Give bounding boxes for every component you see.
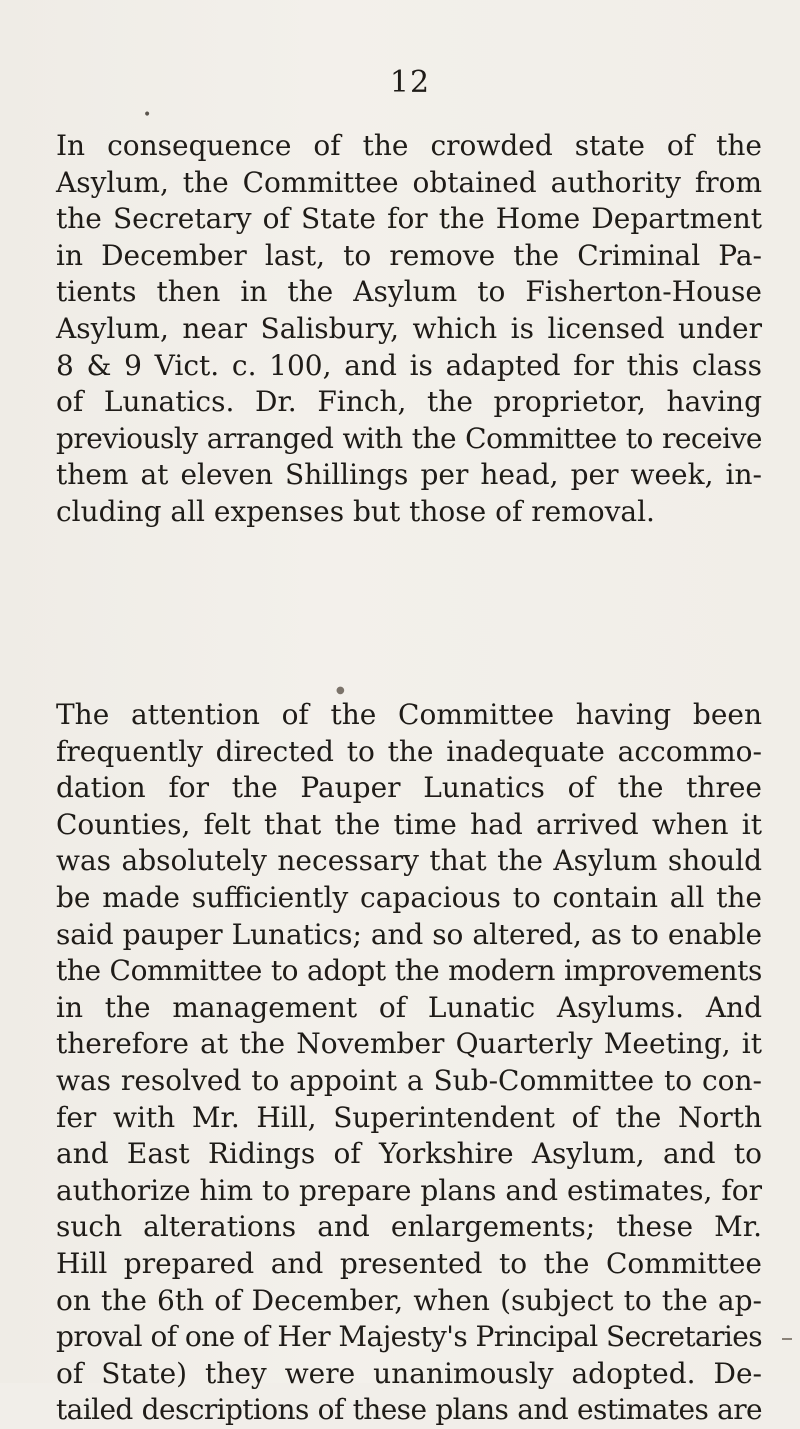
paragraph-criminal-patients bbox=[56, 128, 762, 531]
print-speck-mark bbox=[782, 1338, 792, 1340]
text-line: The attention of the Committee having been bbox=[56, 698, 762, 731]
text-line: Asylum, the Committee obtained authority from bbox=[56, 165, 762, 199]
text-line: said pauper Lunatics; and so altered, as to enable bbox=[56, 917, 762, 951]
text-line: dation for the Pauper Lunatics of the three bbox=[56, 771, 762, 805]
text-line: proval of one of Her Majesty's Principal Secretaries bbox=[56, 1320, 762, 1354]
text-line: such alterations and enlargements; these Mr. bbox=[56, 1210, 762, 1244]
text-line: be made sufficiently capacious to contain all the bbox=[56, 880, 762, 914]
print-speck-mark: • bbox=[143, 107, 152, 123]
text-line: Counties, felt that the time had arrived when it bbox=[56, 807, 762, 841]
text-line: therefore at the November Quarterly Meeting, it bbox=[56, 1027, 762, 1061]
text-line: of State) they were unanimously adopted. De- bbox=[56, 1356, 762, 1390]
text-line: frequently directed to the inadequate accommo- bbox=[56, 734, 762, 768]
text-line: Asylum, near Salisbury, which is licensed under bbox=[56, 311, 762, 345]
text-line: of Lunatics. Dr. Finch, the proprietor, having bbox=[56, 385, 762, 419]
text-line: the Secretary of State for the Home Department bbox=[56, 202, 762, 236]
page-number: 12 bbox=[389, 65, 431, 100]
text-line: them at eleven Shillings per head, per week, in- bbox=[56, 458, 762, 492]
text-line: In consequence of the crowded state of the bbox=[56, 129, 762, 162]
text-line: tailed descriptions of these plans and estimates are bbox=[56, 1393, 762, 1427]
text-line: previously arranged with the Committee to receive bbox=[56, 421, 762, 455]
text-line: Hill prepared and presented to the Committee bbox=[56, 1246, 762, 1280]
text-line: was absolutely necessary that the Asylum should bbox=[56, 844, 762, 878]
text-line: was resolved to appoint a Sub-Committee to con- bbox=[56, 1063, 762, 1097]
text-line: authorize him to prepare plans and estimates, for bbox=[56, 1173, 762, 1207]
text-line: and East Ridings of Yorkshire Asylum, and to bbox=[56, 1137, 762, 1171]
print-speck-mark: ● bbox=[336, 685, 345, 696]
text-line: the Committee to adopt the modern improvements bbox=[56, 954, 762, 988]
text-line: on the 6th of December, when (subject to the ap- bbox=[56, 1283, 762, 1317]
text-line: fer with Mr. Hill, Superintendent of the North bbox=[56, 1100, 762, 1134]
text-line: 8 & 9 Vict. c. 100, and is adapted for this class bbox=[56, 348, 762, 382]
text-line: tients then in the Asylum to Fisherton-House bbox=[56, 275, 762, 309]
text-line: in December last, to remove the Criminal Pa- bbox=[56, 238, 762, 272]
text-line: in the management of Lunatic Asylums. And bbox=[56, 990, 762, 1024]
text-line: cluding all expenses but those of removal. bbox=[56, 494, 655, 528]
paragraph-asylum-enlargement bbox=[56, 697, 762, 1429]
